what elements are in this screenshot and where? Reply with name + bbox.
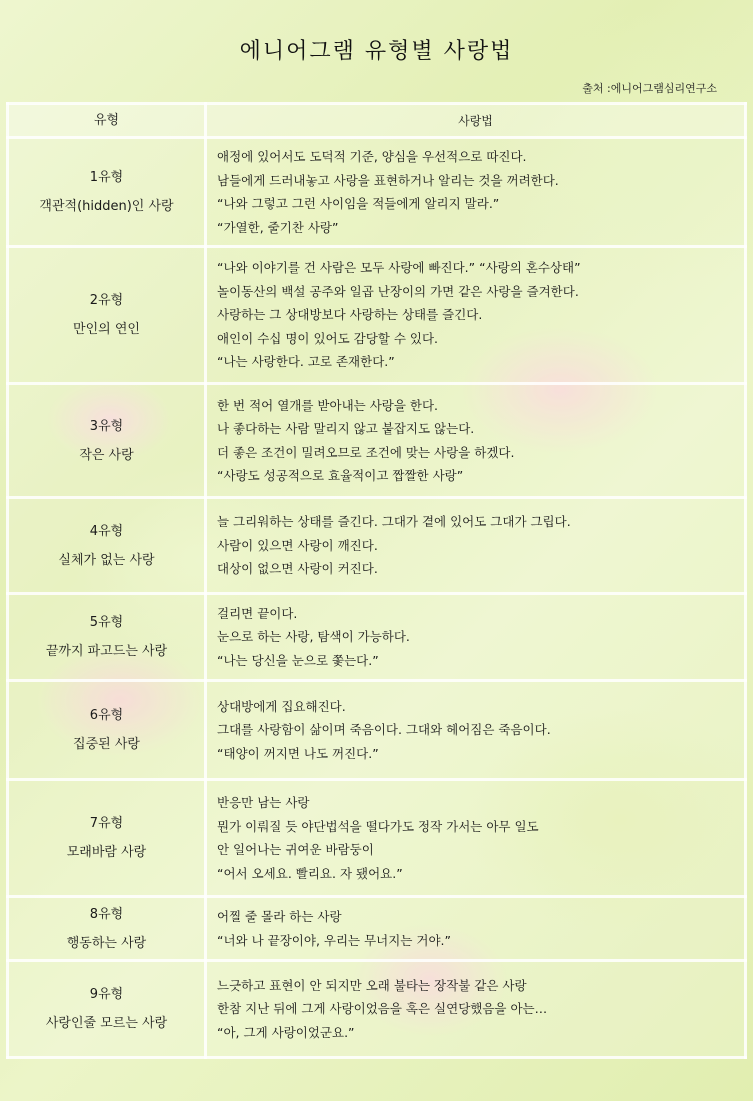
- love-style-line: “아, 그게 사랑이었군요.”: [217, 1024, 355, 1040]
- love-style-line: 한참 지난 뒤에 그게 사랑이었음을 혹은 실연당했음을 아는…: [217, 1001, 548, 1017]
- type-cell: [8, 247, 206, 384]
- love-style-line: “어서 오세요. 빨리요. 자 됐어요.”: [217, 865, 403, 881]
- table-row: [8, 384, 746, 498]
- type-cell: [8, 138, 206, 247]
- table-row: [8, 780, 746, 897]
- type-number: 7유형: [89, 816, 124, 831]
- love-style-cell: [206, 594, 746, 681]
- love-style-cell: [206, 897, 746, 961]
- love-style-line: 눈으로 하는 사랑, 탐색이 가능하다.: [217, 629, 410, 645]
- type-description: 모래바람 사랑: [66, 845, 147, 860]
- table-row: [8, 897, 746, 961]
- love-style-line: 나 좋다하는 사람 말리지 않고 붙잡지도 않는다.: [217, 421, 475, 436]
- love-style-line: 느긋하고 표현이 안 되지만 오래 불타는 장작불 같은 사랑: [217, 977, 527, 993]
- type-cell: [8, 498, 206, 594]
- type-description: 객관적(hidden)인 사랑: [39, 199, 174, 214]
- page-title: 에니어그램 유형별 사랑법: [239, 39, 514, 64]
- love-style-line: 걸리면 끝이다.: [217, 605, 298, 621]
- type-cell: [8, 961, 206, 1058]
- header-type: 유형: [8, 104, 206, 138]
- type-cell: [8, 384, 206, 498]
- type-cell: [8, 681, 206, 780]
- love-style-cell: [206, 961, 746, 1058]
- type-description: 행동하는 사랑: [66, 935, 147, 951]
- type-cell: [8, 594, 206, 681]
- love-style-cell: [206, 498, 746, 594]
- type-description: 집중된 사랑: [73, 737, 140, 752]
- love-style-line: “나는 당신을 눈으로 쫓는다.”: [217, 652, 379, 668]
- love-style-line: “나와 이야기를 건 사람은 모두 사랑에 빠진다.” “사랑의 혼수상태”: [217, 260, 581, 276]
- type-description: 끝까지 파고드는 사랑: [45, 644, 168, 659]
- love-style-line: 남들에게 드러내놓고 사랑을 표현하거나 알리는 것을 꺼려한다.: [217, 172, 559, 188]
- type-number: 6유형: [89, 708, 124, 723]
- love-style-line: 더 좋은 조건이 밀려오므로 조건에 맞는 사랑을 하겠다.: [217, 444, 515, 460]
- table-row: [8, 138, 746, 247]
- love-style-cell: [206, 247, 746, 384]
- love-style-line: 늘 그리워하는 상태를 즐긴다. 그대가 곁에 있어도 그대가 그립다.: [217, 514, 571, 530]
- type-number: 3유형: [89, 418, 124, 434]
- love-style-line: 애정에 있어서도 도덕적 기준, 양심을 우선적으로 따진다.: [217, 149, 527, 164]
- table-header-row: [8, 104, 746, 138]
- type-description: 실체가 없는 사랑: [58, 552, 155, 568]
- type-number: 2유형: [89, 293, 124, 308]
- love-style-table: [6, 102, 747, 1059]
- love-style-line: 애인이 수십 명이 있어도 감당할 수 있다.: [217, 330, 439, 346]
- header-love-style: 사랑법: [206, 104, 746, 138]
- love-style-line: “가열한, 줄기찬 사랑”: [217, 219, 339, 235]
- love-style-line: “나와 그렇고 그런 사이임을 적들에게 알리지 말라.”: [217, 196, 500, 211]
- table-row: [8, 247, 746, 384]
- type-number: 9유형: [89, 987, 124, 1002]
- love-style-line: “사랑도 성공적으로 효율적이고 짭짤한 사랑”: [217, 468, 464, 483]
- love-style-cell: [206, 681, 746, 780]
- type-description: 만인의 연인: [73, 322, 140, 337]
- table-row: [8, 594, 746, 681]
- love-style-line: “태양이 꺼지면 나도 꺼진다.”: [217, 745, 379, 761]
- love-style-line: 반응만 남는 사랑: [217, 795, 310, 810]
- table-row: [8, 961, 746, 1058]
- love-style-line: 사람이 있으면 사랑이 깨진다.: [217, 537, 378, 553]
- love-style-line: 한 번 적어 열개를 받아내는 사랑을 한다.: [217, 397, 439, 413]
- type-number: 1유형: [89, 170, 124, 185]
- love-style-line: 상대방에게 집요해진다.: [217, 698, 346, 714]
- type-number: 8유형: [89, 906, 124, 922]
- love-style-line: “너와 나 끝장이야, 우리는 무너지는 거야.”: [217, 932, 451, 948]
- love-style-cell: [206, 384, 746, 498]
- type-description: 작은 사랑: [79, 447, 134, 463]
- type-cell: [8, 897, 206, 961]
- love-style-line: 뭔가 이뤄질 듯 야단법석을 떨다가도 정작 가서는 아무 일도: [217, 818, 539, 834]
- love-style-cell: [206, 138, 746, 247]
- type-cell: [8, 780, 206, 897]
- source-note: 출처 :에니어그램심리연구소: [582, 82, 717, 95]
- love-style-line: 사랑하는 그 상대방보다 사랑하는 상태를 즐긴다.: [217, 307, 483, 323]
- love-style-line: 그대를 사랑함이 삶이며 죽음이다. 그대와 헤어짐은 죽음이다.: [217, 722, 551, 738]
- love-style-line: 안 일어나는 귀여운 바람둥이: [217, 842, 374, 857]
- type-description: 사랑인줄 모르는 사랑: [45, 1016, 168, 1031]
- type-number: 5유형: [89, 615, 124, 630]
- love-style-cell: [206, 780, 746, 897]
- table-row: [8, 498, 746, 594]
- love-style-line: “나는 사랑한다. 고로 존재한다.”: [217, 354, 395, 370]
- love-style-line: 대상이 없으면 사랑이 커진다.: [217, 561, 378, 577]
- love-style-line: 어찔 줄 몰라 하는 사랑: [217, 909, 342, 924]
- table-row: [8, 681, 746, 780]
- love-style-line: 놀이동산의 백설 공주와 일곱 난장이의 가면 같은 사랑을 즐겨한다.: [217, 283, 579, 299]
- type-number: 4유형: [89, 523, 124, 539]
